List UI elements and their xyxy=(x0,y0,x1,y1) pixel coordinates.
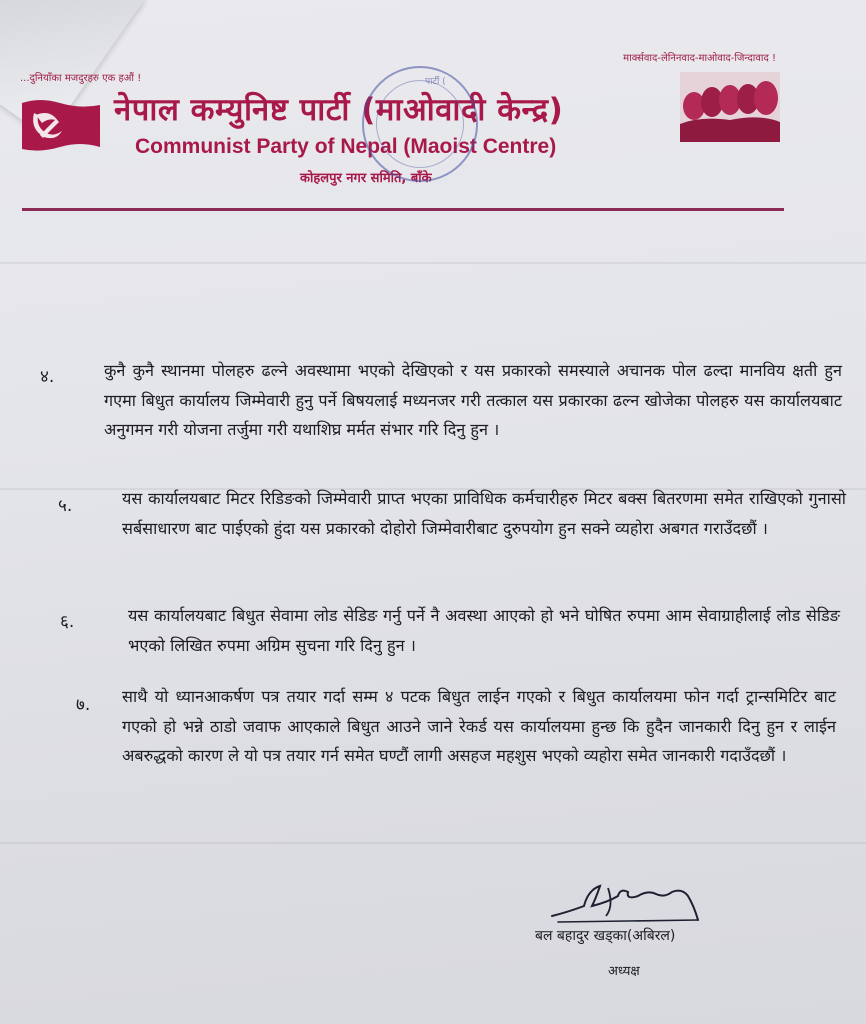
committee-name: कोहलपुर नगर समिति, बाँके xyxy=(300,171,432,186)
point-number: ४. xyxy=(40,367,55,387)
signer-name: बल बहादुर खड्का(अबिरल) xyxy=(535,928,676,944)
point-number: ७. xyxy=(76,695,91,715)
point-number: ५. xyxy=(58,496,73,516)
hammer-sickle-flag-icon xyxy=(20,95,102,157)
party-name-english: Communist Party of Nepal (Maoist Centre) xyxy=(135,135,557,158)
point-text: यस कार्यालयबाट मिटर रिडिङको जिम्मेवारी प्राप्त भएका प्राविधिक कर्मचारीहरु मिटर बक्स बितरणमा समेत राखिएको गुनासो सर्बसाधारण बाट पाईएको हुंदा यस प्रकारको दोहोरो जिम्मेवारीबाट दुरुपयोग हुन सक्ने व्यहोरा अबगत गराउँदछौं । xyxy=(122,489,846,538)
party-name-nepali: नेपाल कम्युनिष्ट पार्टी (माओवादी केन्द्र) xyxy=(114,92,564,128)
paper-crease xyxy=(0,262,866,264)
signer-title: अध्यक्ष xyxy=(608,964,640,979)
point-text: साथै यो ध्यानआकर्षण पत्र तयार गर्दा सम्म ४ पटक बिधुत लाईन गएको र बिधुत कार्यालयमा फोन गर्दा ट्रान्समिटिर बाट गएको हो भन्ने ठाडो जवाफ आएकाले बिधुत आउने जाने रेकर्ड यस कार्यालयमा हुन्छ कि हुदैन जानकारी दिनु हुन र लाईन अबरुद्धको कारण ले यो पत्र तयार गर्न समेत घण्टौं लागी असहज महशुस भएको व्यहोरा समेत जानकारी गदाउँदछौं । xyxy=(122,687,836,765)
stamp-text: पार्टी ( xyxy=(425,77,446,87)
point-text: कुनै कुनै स्थानमा पोलहरु ढल्ने अवस्थामा भएको देखिएको र यस प्रकारको समस्याले अचानक पोल ढल्दा मानविय क्षती हुन गएमा बिधुत कार्यालय जिम्मेवारी हुनु पर्ने बिषयलाई मध्यनजर गरी तत्काल यस प्रकारका ढल्न खोजेका पोलहरु यस कार्यालयबाट अनुगमन गरी योजना तर्जुमा गरी यथाशिघ्र मर्मत संभार गरि दिनु हुन । xyxy=(104,361,842,439)
leaders-portraits-icon xyxy=(680,72,780,142)
slogan-left: ...दुनियाँका मजदुरहरु एक हऔं ! xyxy=(20,73,142,84)
handwritten-signature xyxy=(548,876,708,931)
letterhead-divider xyxy=(22,208,784,211)
paper-crease xyxy=(0,842,866,844)
point-text: यस कार्यालयबाट बिधुत सेवामा लोड सेडिङ गर्नु पर्ने नै अवस्था आएको हो भने घोषित रुपमा आम सेवाग्राहीलाई लोड सेडिङ भएको लिखित रुपमा अग्रिम सुचना गरि दिनु हुन । xyxy=(128,606,840,655)
slogan-right: मार्क्सवाद-लेनिनवाद-माओवाद-जिन्दावाद ! xyxy=(623,53,776,64)
point-number: ६. xyxy=(60,612,75,632)
party-stamp xyxy=(362,66,478,182)
